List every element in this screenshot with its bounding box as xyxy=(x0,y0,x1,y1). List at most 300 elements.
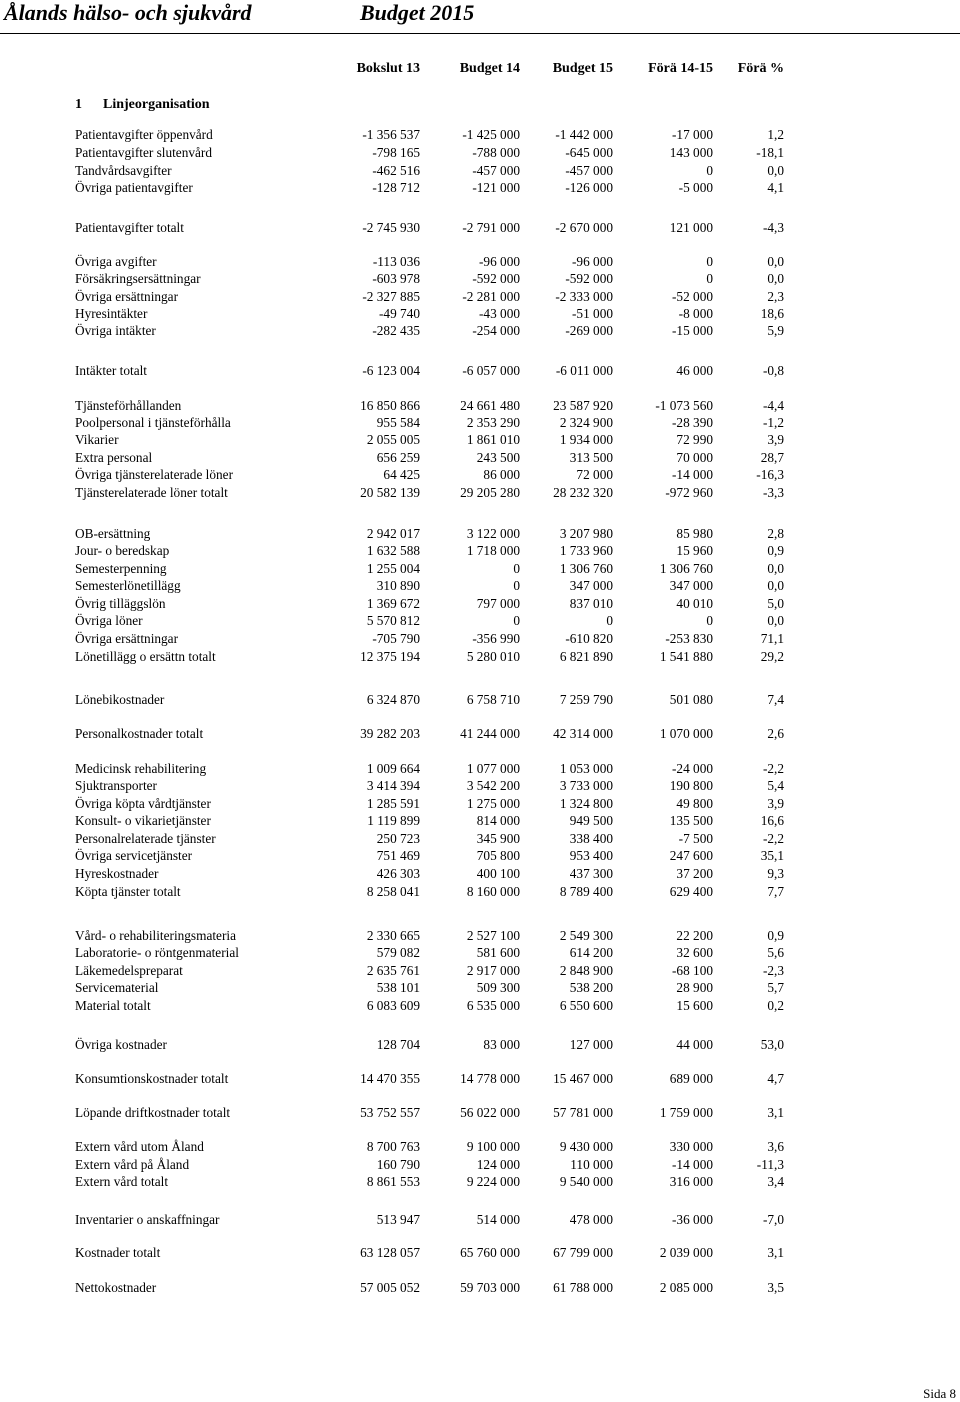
table-row xyxy=(0,1279,960,1296)
row-value: 1 861 010 xyxy=(466,432,520,447)
row-value: -6 123 004 xyxy=(362,363,420,378)
row-value: -2 670 000 xyxy=(555,220,613,235)
row-value: -254 000 xyxy=(472,323,520,338)
row-value: 160 790 xyxy=(376,1157,420,1172)
row-label: Övriga löner xyxy=(75,613,143,628)
row-value: 8 160 000 xyxy=(466,884,520,899)
table-row xyxy=(0,431,960,448)
row-value: 1 324 800 xyxy=(559,796,613,811)
row-value: -4,3 xyxy=(762,220,784,235)
row-value: 0 xyxy=(513,613,520,628)
row-value: 1 632 588 xyxy=(366,543,420,558)
row-value: 581 600 xyxy=(476,945,520,960)
table-row xyxy=(0,1070,960,1087)
row-label: Tandvårdsavgifter xyxy=(75,163,172,178)
row-value: 955 584 xyxy=(376,415,420,430)
row-value: 23 587 920 xyxy=(553,398,613,413)
table-row xyxy=(0,397,960,414)
table-row xyxy=(0,847,960,864)
row-value: 72 990 xyxy=(676,432,713,447)
table-row xyxy=(0,795,960,812)
table-row xyxy=(0,997,960,1014)
row-value: 46 000 xyxy=(676,363,713,378)
row-value: 7,4 xyxy=(767,692,784,707)
row-value: 345 900 xyxy=(476,831,520,846)
row-value: 330 000 xyxy=(669,1139,713,1154)
row-value: 629 400 xyxy=(669,884,713,899)
row-value: 1 306 760 xyxy=(559,561,613,576)
row-value: 28 232 320 xyxy=(553,485,613,500)
row-value: 1 255 004 xyxy=(366,561,420,576)
table-row xyxy=(0,1104,960,1121)
row-value: -8 000 xyxy=(678,306,713,321)
row-value: 5,7 xyxy=(767,980,784,995)
row-value: 316 000 xyxy=(669,1174,713,1189)
row-value: 2 055 005 xyxy=(366,432,420,447)
row-value: -592 000 xyxy=(565,271,613,286)
row-value: -457 000 xyxy=(565,163,613,178)
page-header xyxy=(4,0,475,32)
row-value: 61 788 000 xyxy=(553,1280,613,1295)
row-value: 42 314 000 xyxy=(553,726,613,741)
row-label: Personalkostnader totalt xyxy=(75,726,204,741)
header-rule xyxy=(0,33,960,34)
row-value: 5,4 xyxy=(767,778,784,793)
row-value: -592 000 xyxy=(472,271,520,286)
row-value: -457 000 xyxy=(472,163,520,178)
table-row xyxy=(0,1156,960,1173)
row-label: OB-ersättning xyxy=(75,526,151,541)
section-title: Linjeorganisation xyxy=(103,97,210,112)
row-value: -128 712 xyxy=(372,180,420,195)
row-value: 110 000 xyxy=(570,1157,613,1172)
row-label: Övriga ersättningar xyxy=(75,289,179,304)
row-value: 2,3 xyxy=(767,289,784,304)
table-row xyxy=(0,612,960,629)
row-value: -603 978 xyxy=(372,271,420,286)
row-value: -18,1 xyxy=(756,145,784,160)
table-row xyxy=(0,414,960,431)
row-value: -16,3 xyxy=(756,467,784,482)
row-value: 16,6 xyxy=(760,813,784,828)
row-value: 1 306 760 xyxy=(659,561,713,576)
row-label: Tjänsteförhållanden xyxy=(75,398,182,413)
row-value: -1 073 560 xyxy=(655,398,713,413)
table-row xyxy=(0,560,960,577)
row-value: 0,0 xyxy=(767,163,784,178)
row-label: Intäkter totalt xyxy=(75,363,147,378)
row-value: -2,2 xyxy=(762,761,784,776)
row-value: 8 861 553 xyxy=(366,1174,420,1189)
row-value: 0,9 xyxy=(767,543,784,558)
row-value: -51 000 xyxy=(572,306,613,321)
row-value: 3 733 000 xyxy=(559,778,613,793)
table-row xyxy=(0,865,960,882)
row-label: Vikarier xyxy=(75,432,119,447)
row-value: -2,2 xyxy=(762,831,784,846)
col-bokslut13: Bokslut 13 xyxy=(356,61,420,76)
row-label: Extern vård totalt xyxy=(75,1174,169,1189)
row-value: 0,0 xyxy=(767,254,784,269)
row-value: 4,1 xyxy=(767,180,784,195)
row-label: Personalrelaterade tjänster xyxy=(75,831,216,846)
row-value: 15 467 000 xyxy=(553,1071,613,1086)
table-row xyxy=(0,648,960,665)
row-value: 1 009 664 xyxy=(366,761,420,776)
row-value: 29 205 280 xyxy=(460,485,520,500)
row-value: -253 830 xyxy=(665,631,713,646)
row-value: 1 541 880 xyxy=(659,649,713,664)
row-value: 0 xyxy=(706,271,713,286)
row-label: Övriga intäkter xyxy=(75,323,156,338)
row-value: 2 039 000 xyxy=(659,1245,713,1260)
row-value: 28 900 xyxy=(676,980,713,995)
table-row xyxy=(0,362,960,379)
row-value: 689 000 xyxy=(669,1071,713,1086)
row-value: -96 000 xyxy=(479,254,520,269)
row-value: 3,5 xyxy=(767,1280,784,1295)
row-value: 0,0 xyxy=(767,271,784,286)
row-value: 5,9 xyxy=(767,323,784,338)
row-label: Extern vård utom Åland xyxy=(75,1139,204,1154)
row-value: 3,1 xyxy=(767,1105,784,1120)
row-value: -15 000 xyxy=(672,323,713,338)
row-value: 71,1 xyxy=(760,631,784,646)
table-row xyxy=(0,830,960,847)
col-fora-pct: Förä % xyxy=(737,61,784,76)
row-value: 0,9 xyxy=(767,928,784,943)
row-label: Material totalt xyxy=(75,998,151,1013)
row-value: 656 259 xyxy=(376,450,420,465)
row-value: -2 791 000 xyxy=(462,220,520,235)
row-value: -1 425 000 xyxy=(462,127,520,142)
table-row xyxy=(0,944,960,961)
section-heading xyxy=(75,97,210,113)
row-value: 3 414 394 xyxy=(366,778,420,793)
table-row xyxy=(0,927,960,944)
table-row xyxy=(0,179,960,196)
table-row xyxy=(0,883,960,900)
row-value: -11,3 xyxy=(756,1157,784,1172)
row-value: 5 570 812 xyxy=(366,613,420,628)
row-value: 64 425 xyxy=(383,467,420,482)
row-value: 15 960 xyxy=(676,543,713,558)
row-value: -96 000 xyxy=(572,254,613,269)
row-value: -7 500 xyxy=(678,831,713,846)
row-label: Övriga patientavgifter xyxy=(75,180,193,195)
row-value: 15 600 xyxy=(676,998,713,1013)
row-value: 2 330 665 xyxy=(366,928,420,943)
row-value: 1 759 000 xyxy=(659,1105,713,1120)
table-row xyxy=(0,1036,960,1053)
table-row xyxy=(0,1173,960,1190)
row-value: 9 430 000 xyxy=(559,1139,613,1154)
row-value: 437 300 xyxy=(569,866,613,881)
row-value: 127 000 xyxy=(569,1037,613,1052)
row-label: Patientavgifter totalt xyxy=(75,220,184,235)
row-value: 6 758 710 xyxy=(466,692,520,707)
org-title: Ålands hälso- och sjukvård xyxy=(4,0,252,25)
row-value: -5 000 xyxy=(678,180,713,195)
row-value: 190 800 xyxy=(669,778,713,793)
row-value: -645 000 xyxy=(565,145,613,160)
row-value: -1 442 000 xyxy=(555,127,613,142)
row-value: 70 000 xyxy=(676,450,713,465)
row-value: 3,1 xyxy=(767,1245,784,1260)
row-value: 63 128 057 xyxy=(360,1245,420,1260)
row-value: 3 542 200 xyxy=(466,778,520,793)
row-value: 65 760 000 xyxy=(460,1245,520,1260)
row-value: -43 000 xyxy=(479,306,520,321)
row-value: 143 000 xyxy=(669,145,713,160)
table-row xyxy=(0,1138,960,1155)
row-value: 28,7 xyxy=(760,450,784,465)
row-value: 538 101 xyxy=(376,980,420,995)
row-value: 124 000 xyxy=(476,1157,520,1172)
row-label: Läkemedelspreparat xyxy=(75,963,183,978)
row-value: 41 244 000 xyxy=(460,726,520,741)
row-value: 2 942 017 xyxy=(366,526,420,541)
row-value: -49 740 xyxy=(379,306,420,321)
row-value: 313 500 xyxy=(569,450,613,465)
row-value: 250 723 xyxy=(376,831,420,846)
row-value: -2 327 885 xyxy=(362,289,420,304)
row-value: 83 000 xyxy=(483,1037,520,1052)
row-value: -2,3 xyxy=(762,963,784,978)
row-value: -462 516 xyxy=(372,163,420,178)
row-value: 9 540 000 xyxy=(559,1174,613,1189)
row-value: -972 960 xyxy=(665,485,713,500)
row-value: 59 703 000 xyxy=(460,1280,520,1295)
row-value: 20 582 139 xyxy=(360,485,420,500)
row-value: 0,2 xyxy=(767,998,784,1013)
row-label: Köpta tjänster totalt xyxy=(75,884,181,899)
row-value: 3,4 xyxy=(767,1174,784,1189)
table-row xyxy=(0,979,960,996)
row-value: 86 000 xyxy=(483,467,520,482)
row-value: 128 704 xyxy=(376,1037,420,1052)
row-label: Övrig tilläggslön xyxy=(75,596,166,611)
row-value: -3,3 xyxy=(762,485,784,500)
table-row xyxy=(0,962,960,979)
row-value: 814 000 xyxy=(476,813,520,828)
row-value: 6 535 000 xyxy=(466,998,520,1013)
row-value: -7,0 xyxy=(762,1212,784,1227)
row-value: 22 200 xyxy=(676,928,713,943)
row-value: 4,7 xyxy=(767,1071,784,1086)
table-row xyxy=(0,288,960,305)
row-value: 8 258 041 xyxy=(366,884,420,899)
row-value: 39 282 203 xyxy=(360,726,420,741)
row-value: 1 119 899 xyxy=(367,813,420,828)
row-value: 2 085 000 xyxy=(659,1280,713,1295)
row-label: Nettokostnader xyxy=(75,1280,157,1295)
row-value: 1 053 000 xyxy=(559,761,613,776)
row-value: 6 550 600 xyxy=(559,998,613,1013)
row-value: 9 100 000 xyxy=(466,1139,520,1154)
row-value: -788 000 xyxy=(472,145,520,160)
row-value: 44 000 xyxy=(676,1037,713,1052)
row-value: 1,2 xyxy=(767,127,784,142)
row-value: 1 369 672 xyxy=(366,596,420,611)
row-value: -2 333 000 xyxy=(555,289,613,304)
row-value: 243 500 xyxy=(476,450,520,465)
row-value: 49 800 xyxy=(676,796,713,811)
row-value: 953 400 xyxy=(569,848,613,863)
table-row xyxy=(0,466,960,483)
row-value: 949 500 xyxy=(569,813,613,828)
row-label: Extra personal xyxy=(75,450,153,465)
row-label: Vård- o rehabiliteringsmateria xyxy=(75,928,236,943)
column-headers xyxy=(0,61,960,79)
table-row xyxy=(0,1211,960,1228)
row-value: 8 789 400 xyxy=(559,884,613,899)
row-label: Övriga avgifter xyxy=(75,254,157,269)
table-row xyxy=(0,725,960,742)
row-value: 57 781 000 xyxy=(553,1105,613,1120)
table-row xyxy=(0,1244,960,1261)
row-value: 40 010 xyxy=(676,596,713,611)
row-value: 9 224 000 xyxy=(466,1174,520,1189)
row-label: Konsult- o vikarietjänster xyxy=(75,813,211,828)
row-label: Hyresintäkter xyxy=(75,306,148,321)
row-label: Löpande driftkostnader totalt xyxy=(75,1105,231,1120)
table-row xyxy=(0,630,960,647)
row-label: Övriga kostnader xyxy=(75,1037,167,1052)
row-value: 2 353 290 xyxy=(466,415,520,430)
row-value: 3 207 980 xyxy=(559,526,613,541)
table-row xyxy=(0,577,960,594)
row-value: 5,6 xyxy=(767,945,784,960)
row-value: 53,0 xyxy=(760,1037,784,1052)
row-value: 797 000 xyxy=(476,596,520,611)
row-value: 347 000 xyxy=(669,578,713,593)
row-label: Inventarier o anskaffningar xyxy=(75,1212,220,1227)
row-value: 3,6 xyxy=(767,1139,784,1154)
row-value: -126 000 xyxy=(565,180,613,195)
row-value: 2 549 300 xyxy=(559,928,613,943)
row-label: Extern vård på Åland xyxy=(75,1157,190,1172)
row-value: -282 435 xyxy=(372,323,420,338)
row-value: 7,7 xyxy=(767,884,784,899)
row-value: 1 275 000 xyxy=(466,796,520,811)
row-value: 514 000 xyxy=(476,1212,520,1227)
row-value: 501 080 xyxy=(669,692,713,707)
row-value: 751 469 xyxy=(376,848,420,863)
table-row xyxy=(0,144,960,161)
row-value: 1 934 000 xyxy=(559,432,613,447)
row-value: 72 000 xyxy=(576,467,613,482)
row-label: Jour- o beredskap xyxy=(75,543,170,558)
row-value: 67 799 000 xyxy=(553,1245,613,1260)
row-value: -36 000 xyxy=(672,1212,713,1227)
table-row xyxy=(0,760,960,777)
row-value: 121 000 xyxy=(669,220,713,235)
row-value: 14 778 000 xyxy=(460,1071,520,1086)
row-value: -113 036 xyxy=(372,254,420,269)
row-value: 2,8 xyxy=(767,526,784,541)
row-value: 513 947 xyxy=(376,1212,420,1227)
row-value: 18,6 xyxy=(760,306,784,321)
table-row xyxy=(0,812,960,829)
row-label: Semesterpenning xyxy=(75,561,167,576)
row-value: 16 850 866 xyxy=(360,398,420,413)
row-label: Lönetillägg o ersättn totalt xyxy=(75,649,216,664)
row-label: Övriga servicetjänster xyxy=(75,848,193,863)
row-value: 1 077 000 xyxy=(466,761,520,776)
row-value: -2 281 000 xyxy=(462,289,520,304)
row-value: 400 100 xyxy=(476,866,520,881)
row-value: -1 356 537 xyxy=(362,127,420,142)
page-number: Sida 8 xyxy=(923,1386,956,1401)
row-label: Lönebikostnader xyxy=(75,692,165,707)
row-label: Hyreskostnader xyxy=(75,866,159,881)
row-value: -1,2 xyxy=(762,415,784,430)
row-value: 6 083 609 xyxy=(366,998,420,1013)
row-value: 347 000 xyxy=(569,578,613,593)
row-value: 0,0 xyxy=(767,578,784,593)
row-value: 1 733 960 xyxy=(559,543,613,558)
row-value: 6 821 890 xyxy=(559,649,613,664)
table-row xyxy=(0,322,960,339)
row-value: 310 890 xyxy=(376,578,420,593)
row-value: -68 100 xyxy=(672,963,713,978)
table-row xyxy=(0,777,960,794)
table-row xyxy=(0,305,960,322)
row-value: 85 980 xyxy=(676,526,713,541)
table-row xyxy=(0,253,960,270)
row-label: Sjuktransporter xyxy=(75,778,157,793)
row-value: -28 390 xyxy=(672,415,713,430)
row-value: 0 xyxy=(513,561,520,576)
row-value: 37 200 xyxy=(676,866,713,881)
row-value: 5,0 xyxy=(767,596,784,611)
row-value: 3,9 xyxy=(767,796,784,811)
row-value: 0,0 xyxy=(767,613,784,628)
row-value: 7 259 790 xyxy=(559,692,613,707)
table-row xyxy=(0,162,960,179)
row-value: -6 057 000 xyxy=(462,363,520,378)
doc-title: Budget 2015 xyxy=(360,0,475,25)
row-value: 53 752 557 xyxy=(360,1105,420,1120)
table-row xyxy=(0,449,960,466)
row-value: 5 280 010 xyxy=(466,649,520,664)
row-value: 0 xyxy=(706,163,713,178)
row-value: -4,4 xyxy=(762,398,784,413)
row-value: 538 200 xyxy=(569,980,613,995)
row-value: 135 500 xyxy=(669,813,713,828)
table-row xyxy=(0,270,960,287)
row-value: -52 000 xyxy=(672,289,713,304)
row-value: 0 xyxy=(606,613,613,628)
table-row xyxy=(0,525,960,542)
row-value: -705 790 xyxy=(372,631,420,646)
row-value: 14 470 355 xyxy=(360,1071,420,1086)
row-value: 3,9 xyxy=(767,432,784,447)
table-row xyxy=(0,595,960,612)
row-label: Laboratorie- o röntgenmaterial xyxy=(75,945,239,960)
row-value: 478 000 xyxy=(569,1212,613,1227)
row-value: 1 718 000 xyxy=(466,543,520,558)
row-label: Patientavgifter öppenvård xyxy=(75,127,213,142)
row-value: 32 600 xyxy=(676,945,713,960)
row-value: 2 324 900 xyxy=(559,415,613,430)
row-value: -798 165 xyxy=(372,145,420,160)
row-value: -269 000 xyxy=(565,323,613,338)
row-value: 12 375 194 xyxy=(360,649,420,664)
row-value: 1 070 000 xyxy=(659,726,713,741)
row-label: Patientavgifter slutenvård xyxy=(75,145,212,160)
